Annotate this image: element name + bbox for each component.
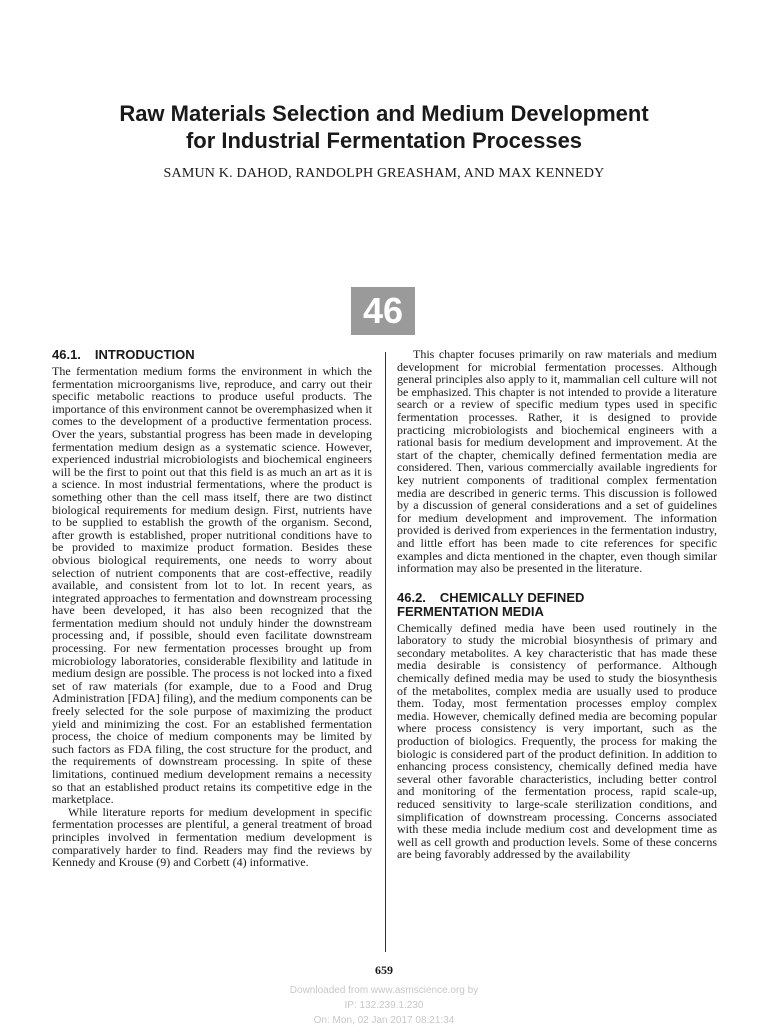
intro-paragraph-1: The fermentation medium forms the environment in which the fermentation microorganisms live, reproduce, and carry out their specific metabolic reactions to produce useful products. The importance of this environment cannot be overemphasized when it comes to the development of a productive fermentation process. Over the years, substantial progress has been made in developing fermentation medium design as a systematic science. However, experienced industrial microbiologists and biochemical engineers will be the first to point out that this field is as much an art as it is a science. In most industrial fermentations, where the product is something other than the cell mass itself, there are two distinct biological requirements for medium design. First, nutrients have to be supplied to establish the growth of the organism. Second, after growth is established, proper nutritional conditions have to be provided to maximize product formation. Besides these obvious biological requirements, one needs to worry about selection of nutrient components that are cost-effective, readily available, and consistent from lot to lot. In recent years, as integrated approaches to fermentation and downstream processing have been developed, it has also been recognized that the fermentation medium should not unduly hinder the downstream processing and, if possible, should even facilitate downstream processing. For new fermentation processes brought up from microbiology laboratories, considerable flexibility and latitude in medium design are possible. The process is not locked into a fixed set of raw materials (for example, due to a Food and Drug Administration [FDA] filing), and the medium components can be freely selected for the sole purpose of maximizing the product yield and minimizing the cost. For an established fermentation process, the choice of medium components may be limited by such factors as FDA filing, the cost structure for the product, and the requirements of downstream processing. In spite of these limitations, continued medium development remains a necessity so that an established product retains its competitive edge in the marketplace. — [52, 364, 372, 807]
intro-paragraph-3: This chapter focuses primarily on raw materials and medium development for microbial fermentation processes. Although general principles also apply to it, mammalian cell culture will not be emphasized. This chapter is not intended to provide a literature search or a review of specific medium types used in specific fermentation processes. Rather, it is designed to provide practicing microbiologists and biochemical engineers with a rational basis for medium development and improvement. At the start of the chapter, chemically defined fermentation media are considered. Then, various commercially available ingredients for key nutrient components of traditional complex fermentation media are described in generic terms. This discussion is followed by a discussion of general considerations and a set of guidelines for medium development and improvement. The information provided is derived from experiences in the fermentation industry, and little effort has been made to cite references for specific examples and dicta mentioned in the chapter, even though similar information may also be presented in the literature. — [397, 347, 717, 576]
page-number: 659 — [375, 963, 393, 977]
download-watermark — [0, 983, 768, 1028]
title-line-2: for Industrial Fermentation Processes — [185, 128, 583, 153]
section-heading-chemically-defined — [397, 591, 717, 619]
chapter-number-badge: 46 — [351, 287, 415, 335]
author-list: SAMUN K. DAHOD, RANDOLPH GREASHAM, AND MAX KENNEDY — [163, 166, 605, 181]
section-title-line-1: CHEMICALLY DEFINED — [439, 589, 585, 605]
title-line-1: Raw Materials Selection and Medium Development — [119, 101, 649, 126]
section-title: INTRODUCTION — [94, 347, 195, 362]
watermark-line-2: IP: 132.239.1.230 — [344, 1000, 424, 1011]
right-column — [397, 348, 717, 861]
intro-paragraph-2: While literature reports for medium development in specific fermentation processes are plentiful, a general treatment of broad principles involved in fermentation medium development is comparatively harder to find. Readers may find the reviews by Kennedy and Krouse (9) and Corbett (4) informative. — [52, 804, 372, 870]
article-title — [40, 100, 728, 154]
left-column — [52, 348, 372, 869]
section-heading-introduction — [52, 348, 372, 362]
watermark-line-1: Downloaded from www.asmscience.org by — [289, 985, 479, 996]
watermark-line-3: On: Mon, 02 Jan 2017 08:21:34 — [313, 1015, 455, 1026]
section-title-line-2: FERMENTATION MEDIA — [397, 603, 544, 619]
defined-paragraph-1: Chemically defined media have been used routinely in the laboratory to study the microbial biosynthesis of primary and secondary metabolites. A key characteristic that has made these media desirable is consistency of performance. Although chemically defined media may be used to study the biosynthesis of the metabolites, complex media are usually used to produce them. Today, most fermentation processes employ complex media. However, chemically defined media are becoming popular where process consistency is very important, such as the production of biologics. Frequently, the process for making the biologic is considered part of the product definition. In addition to enhancing process consistency, chemically defined media have several other favorable characteristics, including better control and monitoring of the fermentation process, rapid scale-up, reduced sensitivity to large-scale sterilization conditions, and simplification of downstream processing. Concerns associated with these media include medium cost and development time as well as cell growth and production levels. Some of these concerns are being favorably addressed by the availability — [397, 620, 717, 862]
section-number: 46.1. — [52, 347, 81, 362]
column-divider — [385, 352, 386, 952]
section-number: 46.2. — [397, 589, 426, 605]
